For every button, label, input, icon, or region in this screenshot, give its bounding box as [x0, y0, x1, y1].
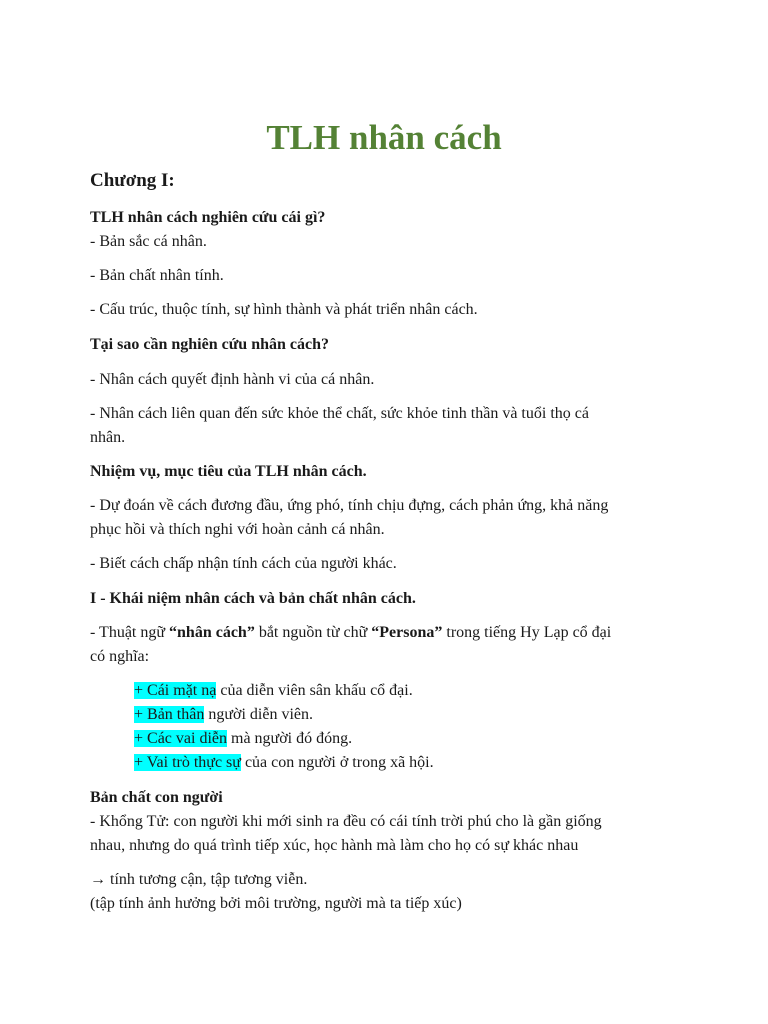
- paragraph-continuation: có nghĩa:: [90, 648, 150, 665]
- meaning-text: của diễn viên sân khấu cổ đại.: [216, 682, 413, 699]
- paragraph-text: - Thuật ngữ: [90, 624, 170, 641]
- paragraph-text: bắt nguồn từ chữ: [254, 624, 372, 641]
- section-heading-tasks-goals: Nhiệm vụ, mục tiêu của TLH nhân cách.: [90, 463, 367, 480]
- section-heading-why-research: Tại sao cần nghiên cứu nhân cách?: [90, 336, 329, 353]
- section-heading-human-nature: Bản chất con người: [90, 789, 223, 806]
- list-item-continuation: phục hồi và thích nghi với hoàn cảnh cá nhân.: [90, 521, 385, 538]
- conclusion-line: [90, 868, 307, 892]
- highlighted-text: + Vai trò thực sự: [134, 754, 241, 771]
- paragraph-continuation: nhau, nhưng do quá trình tiếp xúc, học hành mà làm cho họ có sự khác nhau: [90, 837, 579, 854]
- meaning-item: [134, 679, 413, 703]
- highlighted-text: + Cái mặt nạ: [134, 682, 217, 699]
- highlighted-text: + Bản thân: [134, 706, 205, 723]
- highlighted-text: + Các vai diễn: [134, 730, 227, 747]
- list-item: - Cấu trúc, thuộc tính, sự hình thành và phát triển nhân cách.: [90, 301, 478, 318]
- document-title: TLH nhân cách: [266, 118, 502, 157]
- term-nhan-cach: “nhân cách”: [169, 624, 255, 641]
- meaning-text: người diễn viên.: [204, 706, 314, 723]
- conclusion-note: (tập tính ảnh hưởng bởi môi trường, người mà ta tiếp xúc): [90, 895, 462, 912]
- list-item: - Biết cách chấp nhận tính cách của người khác.: [90, 555, 397, 572]
- chapter-heading: Chương I:: [90, 170, 175, 191]
- meaning-text: mà người đó đóng.: [227, 730, 353, 747]
- paragraph-confucius: - Khổng Tử: con người khi mới sinh ra đều có cái tính trời phú cho là gần giống: [90, 813, 602, 830]
- section-heading-research-scope: TLH nhân cách nghiên cứu cái gì?: [90, 209, 326, 226]
- meaning-item: [134, 703, 313, 727]
- list-item: - Bản chất nhân tính.: [90, 267, 224, 284]
- meaning-text: của con người ở trong xã hội.: [240, 754, 434, 771]
- section-heading-concept: I - Khái niệm nhân cách và bản chất nhân cách.: [90, 590, 416, 607]
- list-item: - Dự đoán về cách đương đầu, ứng phó, tính chịu đựng, cách phản ứng, khả năng: [90, 497, 609, 514]
- arrow-right-icon: →: [90, 871, 106, 888]
- conclusion-text: tính tương cận, tập tương viễn.: [110, 871, 308, 888]
- meaning-item: [134, 751, 434, 775]
- list-item-continuation: nhân.: [90, 429, 126, 446]
- paragraph-text: trong tiếng Hy Lạp cổ đại: [442, 624, 612, 641]
- list-item: - Nhân cách liên quan đến sức khỏe thể chất, sức khỏe tinh thần và tuổi thọ cá: [90, 405, 589, 422]
- list-item: - Bản sắc cá nhân.: [90, 233, 207, 250]
- list-item: - Nhân cách quyết định hành vi của cá nhân.: [90, 371, 375, 388]
- paragraph-persona: [90, 621, 611, 645]
- term-persona: “Persona”: [371, 624, 443, 641]
- meaning-item: [134, 727, 352, 751]
